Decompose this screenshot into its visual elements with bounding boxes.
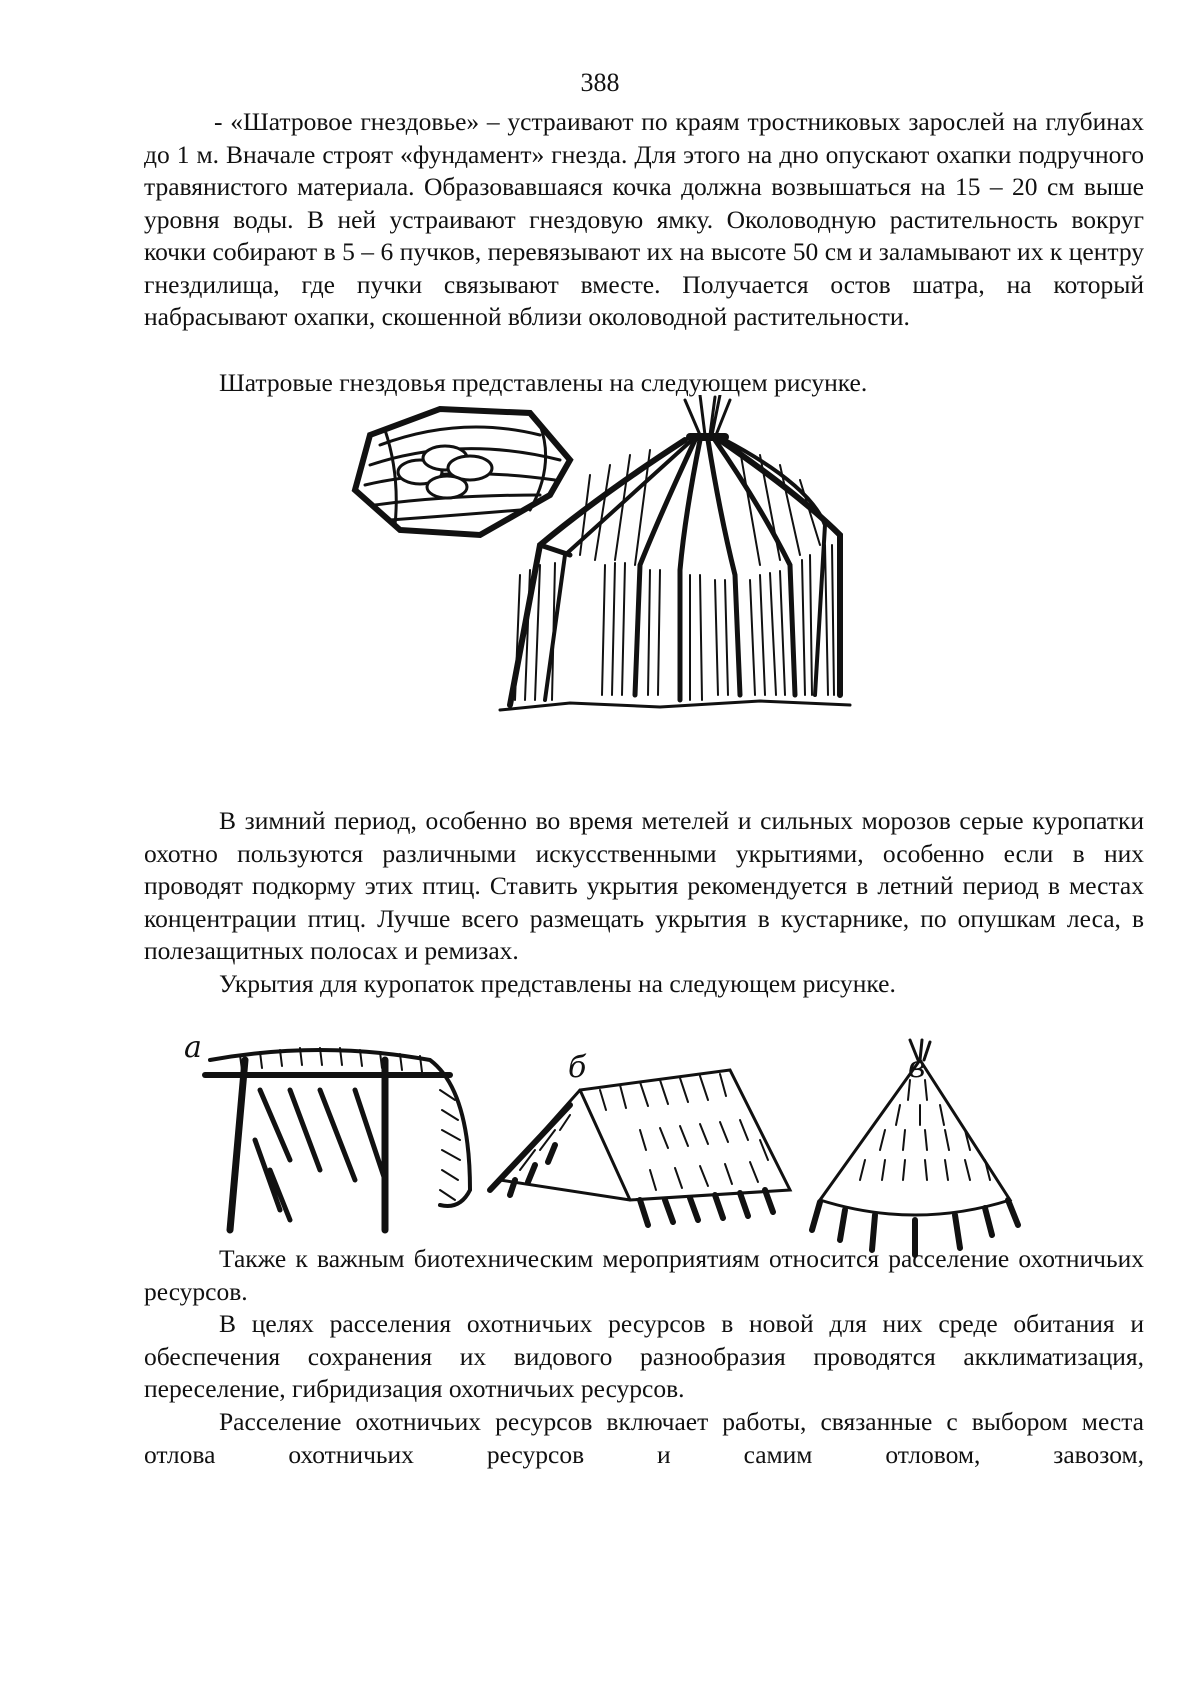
text-block-7 [144,1406,1144,1471]
tent-nest-illustration [340,395,940,785]
paragraph-winter-shelters: В зимний период, особенно во время метелей и сильных морозов серые куропатки охотно пользуются различными искусственными укрытиями, особенно если в них проводят подкорму этих птиц. Ставить укрытия рекомендуется в летний период в местах концентрации птиц. Лучше всего размещать укрытия в кустарнике, по опушкам леса, в полезащитных полосах и ремизах. [144,806,1144,965]
paragraph-tent-nest: - «Шатровое гнездовье» – устраивают по краям тростниковых зарослей на глубинах до 1 м. Вначале строят «фундамент» гнезда. Для этого на дно опускают охапки подручного травянистого материала. Образовавшаяся кочка должна возвышаться на 15 – 20 см выше уровня воды. В ней устраивают гнездовую ямку. Околоводную растительность вокруг кочки собирают в 5 – 6 пучков, перевязывают их на высоте 50 см и заламывают их к центру гнездилища, где пучки связывают вместе. Получается остов шатра, на который набрасывают охапки, скошенной вблизи околоводной растительности. [144,107,1144,331]
text-block-3 [144,805,1144,968]
page-number: 388 [580,68,620,97]
nest-bowl [355,409,570,535]
shelters-illustration [170,1030,1130,1270]
figure-tent-nests [340,395,940,785]
paragraph-resettlement-works: Расселение охотничьих ресурсов включает работы, связанные с выбором места отлова охотничьих ресурсов и самим отловом, завозом, [144,1407,1144,1469]
paragraph-figure2-caption: Укрытия для куропаток представлены на следующем рисунке. [219,969,896,998]
text-block-4 [144,968,1144,1001]
text-block-1 [144,106,1144,334]
shelter-label-b: б [568,1050,587,1085]
paragraph-resettlement-intro: Также к важным биотехническим мероприятиям относится расселение охотничьих ресурсов. [144,1244,1144,1306]
text-block-6 [144,1308,1144,1406]
text-block-5 [144,1243,1144,1308]
paragraph-resettlement-goals: В целях расселения охотничьих ресурсов в новой для них среде обитания и обеспечения сохранения их видового разнообразия проводятся акклиматизация, переселение, гибридизация охотничьих ресурсов. [144,1309,1144,1403]
figure-partridge-shelters [170,1030,1130,1270]
shelter-label-a: а [184,1030,202,1065]
shelter-label-c: в [908,1050,926,1085]
shelter-b [490,1070,790,1225]
paragraph-figure1-caption: Шатровые гнездовья представлены на следующем рисунке. [219,368,868,397]
shelter-a [205,1048,470,1230]
